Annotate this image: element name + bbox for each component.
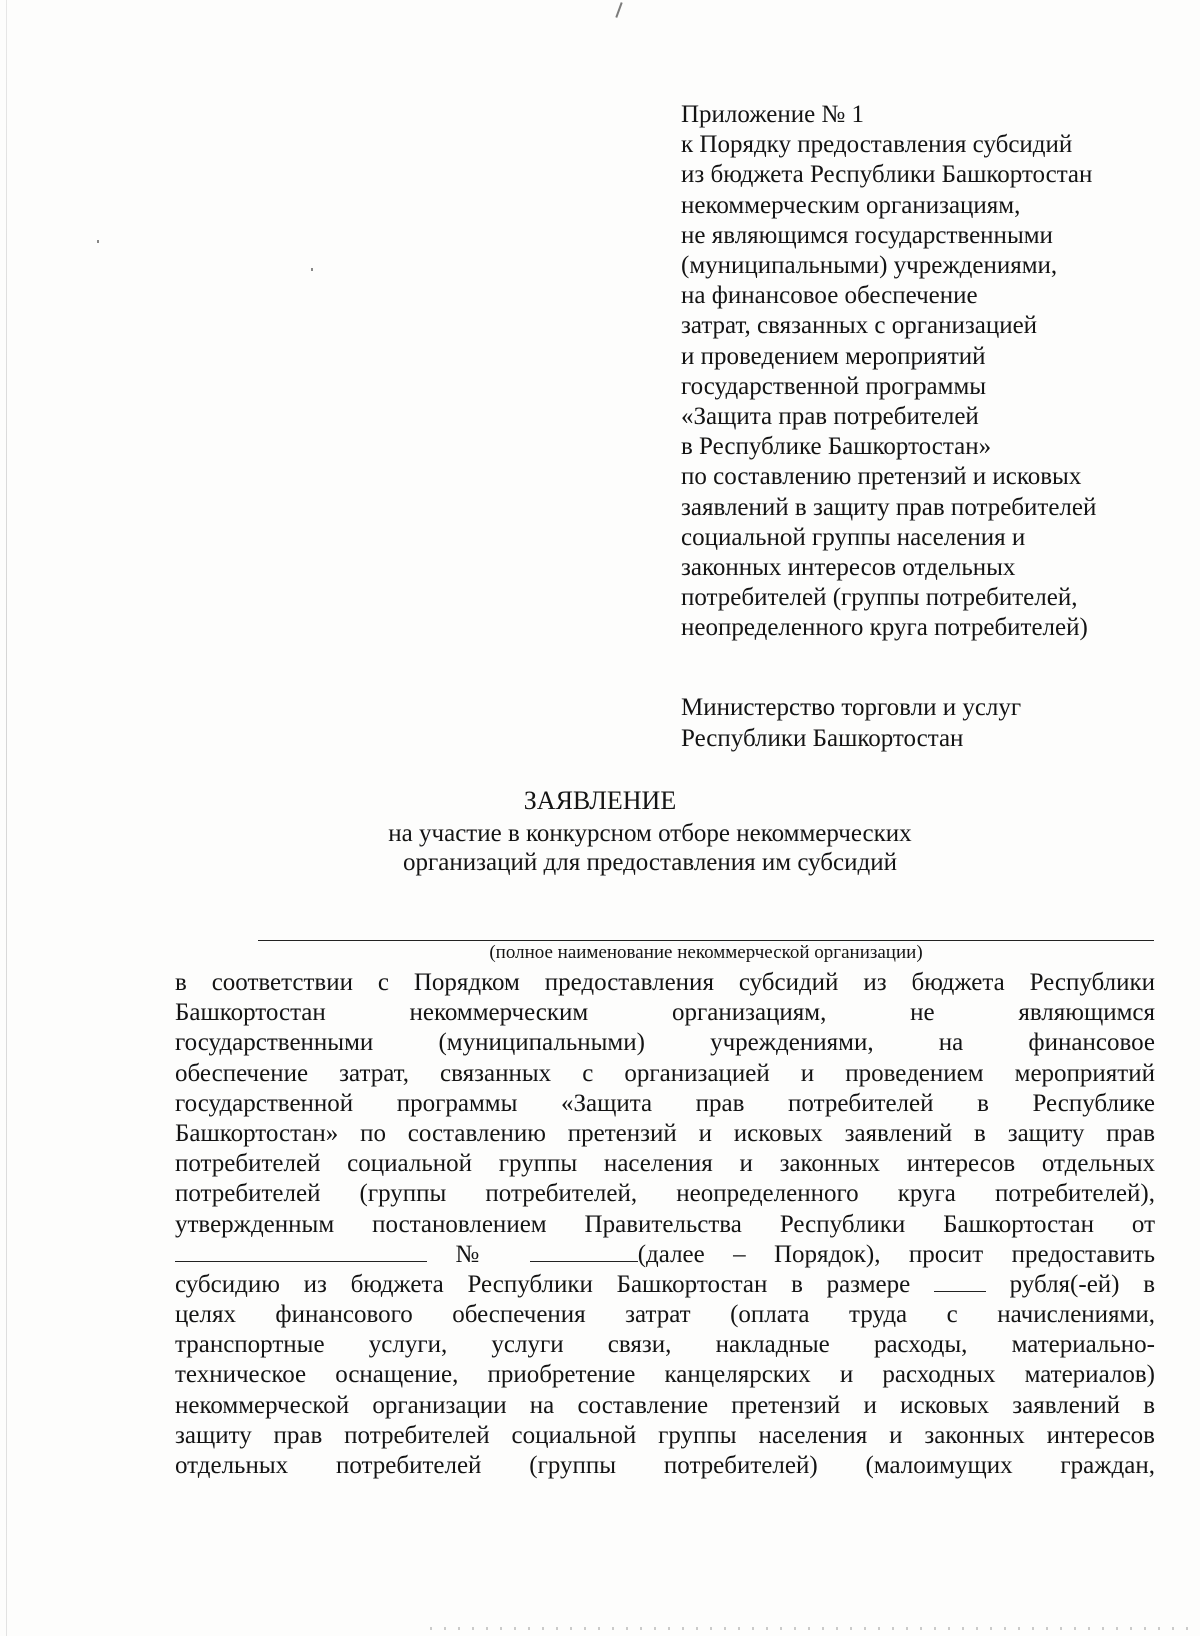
addressee-line: Республики Башкортостан [681,724,964,752]
body-line: обеспечение затрат, связанных с организацией и проведением мероприятий [175,1059,1155,1087]
appendix-header [681,100,1181,644]
stray-dot [311,268,313,271]
body-line: защиту прав потребителей социальной группы населения и законных интересов [175,1421,1155,1449]
addressee-line: Министерство торговли и услуг [681,694,1022,721]
appendix-line: по составлению претензий и исковых [681,463,1082,491]
appendix-line: в Республике Башкортостан» [681,433,992,461]
body-line: потребителей социальной группы населения и законных интересов отдельных [175,1150,1155,1178]
appendix-line: потребителей (группы потребителей, [681,584,1078,612]
appendix-line: государственной программы [681,372,987,400]
body-line: целях финансового обеспечения затрат (оплата труда с начислениями, [175,1301,1155,1329]
appendix-line: некоммерческим организациям, [681,191,1021,219]
organization-name-caption: (полное наименование некоммерческой организации) [489,942,923,963]
body-line: потребителей (группы потребителей, неопределенного круга потребителей), [175,1180,1155,1208]
body-line: государственными (муниципальными) учреждениями, на финансовое [175,1029,1155,1057]
appendix-line: социальной группы населения и [681,523,1026,551]
body-line: некоммерческой организации на составление претензий и исковых заявлений в [175,1391,1155,1419]
appendix-line: из бюджета Республики Башкортостан [681,161,1093,189]
subtitle-line: организаций для предоставления им субсидий [403,849,897,876]
body-line: утвержденным постановлением Правительства Республики Башкортостан от [175,1210,1155,1238]
scan-footer-specks [430,1627,1190,1630]
number-sign: № [455,1240,502,1268]
appendix-line: неопределенного круга потребителей) [681,614,1088,642]
body-line-fragment: субсидию из бюджета Республики Башкортостан в размере [175,1270,911,1298]
appendix-line: законных интересов отдельных [681,554,1016,582]
date-blank [175,1241,427,1262]
body-line-date-number [175,1240,1155,1270]
stray-pen-mark [615,2,622,18]
application-body [175,968,1155,1481]
body-line: транспортные услуги, услуги связи, накладные расходы, материально- [175,1331,1155,1359]
appendix-line: Приложение № 1 [681,101,865,128]
appendix-line: и проведением мероприятий [681,342,986,370]
body-line-fragment: рубля(-ей) в [1009,1270,1155,1298]
body-line: Башкортостан некоммерческим организациям, не являющимся [175,999,1155,1027]
organization-name-blank [258,940,1154,941]
scan-edge-shadow [6,0,7,1636]
body-line: государственной программы «Защита прав потребителей в Республике [175,1089,1155,1117]
appendix-line: заявлений в защиту прав потребителей [681,493,1097,521]
addressee-block [681,693,1181,754]
appendix-line: к Порядку предоставления субсидий [681,131,1073,159]
body-line: в соответствии с Порядком предоставления субсидий из бюджета Республики [175,969,1155,996]
body-line: Башкортостан» по составлению претензий и исковых заявлений в защиту прав [175,1119,1155,1147]
stray-dot [97,240,99,243]
document-subtitle [300,819,1000,877]
body-line: техническое оснащение, приобретение канцелярских и расходных материалов) [175,1361,1155,1389]
body-line-fragment: (далее – Порядок), просит предоставить [637,1240,1155,1268]
document-title: ЗАЯВЛЕНИЕ [523,786,677,815]
appendix-line: «Защита прав потребителей [681,403,979,431]
appendix-line: на финансовое обеспечение [681,282,978,310]
number-blank [530,1241,638,1262]
subtitle-line: на участие в конкурсном отборе некоммерческих [388,820,912,847]
appendix-line: не являющимся государственными [681,221,1053,249]
appendix-line: затрат, связанных с организацией [681,312,1038,340]
body-line: отдельных потребителей (группы потребителей) (малоимущих граждан, [175,1452,1155,1479]
amount-blank [934,1271,986,1292]
body-line-amount [175,1270,1155,1300]
appendix-line: (муниципальными) учреждениями, [681,252,1058,280]
